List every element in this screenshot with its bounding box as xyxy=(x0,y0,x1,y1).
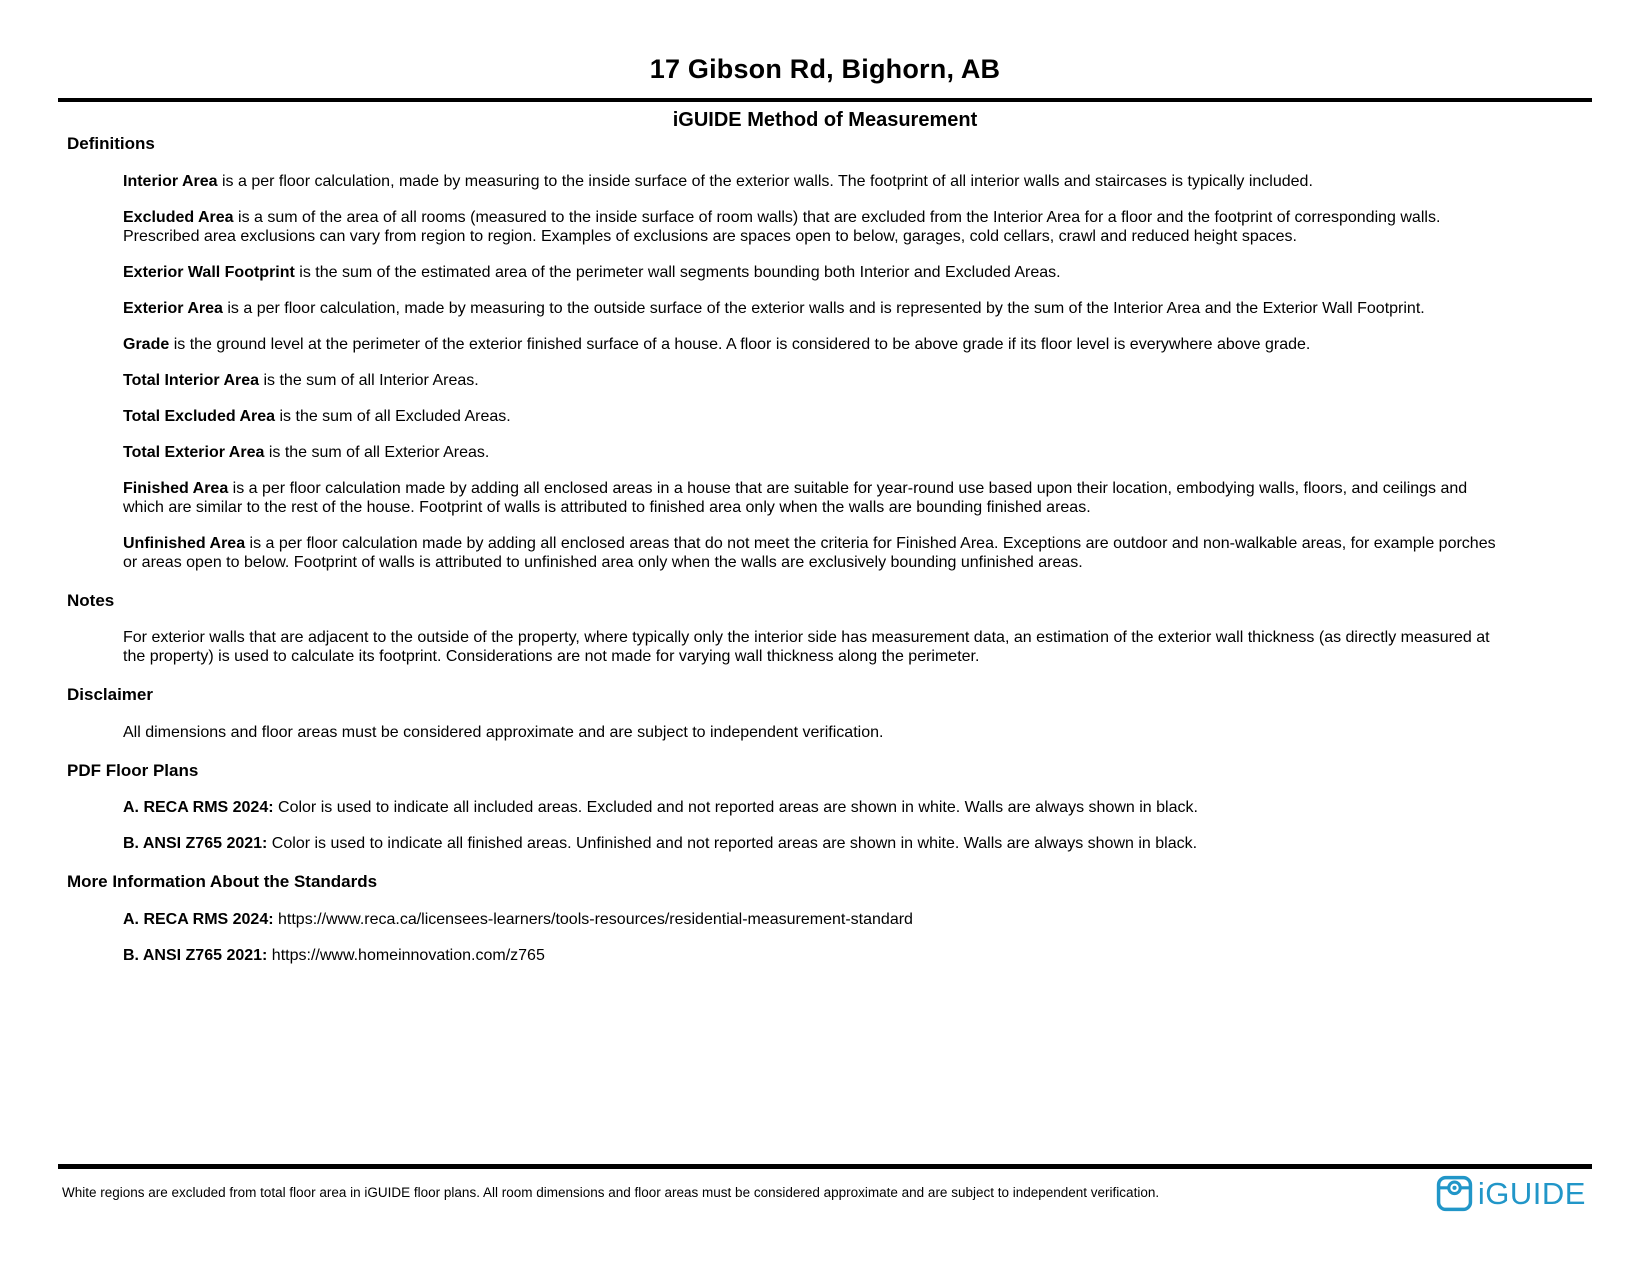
definition-exterior-wall-footprint xyxy=(123,263,1508,282)
pdf-item-text: Color is used to indicate all finished areas. Unfinished and not reported areas are shown in white. Walls are always shown in black. xyxy=(267,835,1198,853)
definition-total-interior-area xyxy=(123,371,1508,390)
definition-unfinished-area xyxy=(123,534,1508,572)
definition-text: is the ground level at the perimeter of the exterior finished surface of a house. A floor is considered to be above grade if its floor level is everywhere above grade. xyxy=(169,335,1311,353)
definition-excluded-area xyxy=(123,208,1508,246)
pdf-item-text: Color is used to indicate all included areas. Excluded and not reported areas are shown in white. Walls are always shown in black. xyxy=(273,799,1198,817)
disclaimer-text: All dimensions and floor areas must be considered approximate and are subject to independent verification. xyxy=(123,723,884,741)
page-title: 17 Gibson Rd, Bighorn, AB xyxy=(649,54,1001,84)
iguide-camera-icon xyxy=(1436,1175,1473,1212)
definition-term: Total Exterior Area xyxy=(123,443,265,461)
definition-term: Finished Area xyxy=(123,479,229,497)
definition-text: is the sum of the estimated area of the perimeter wall segments bounding both Interior and Excluded Areas. xyxy=(294,263,1061,281)
pdf-item-reca-rms-2024 xyxy=(123,798,1508,817)
definition-term: Exterior Area xyxy=(123,299,223,317)
standard-link-reca xyxy=(123,910,1508,929)
definition-term: Total Excluded Area xyxy=(123,407,276,425)
standard-label: B. ANSI Z765 2021: xyxy=(123,946,268,964)
section-notes xyxy=(67,591,1592,667)
definition-term: Grade xyxy=(123,335,170,353)
definition-finished-area xyxy=(123,479,1508,517)
ansi-url-link[interactable]: https://www.homeinnovation.com/z765 xyxy=(267,946,545,964)
definition-exterior-area xyxy=(123,299,1508,318)
definition-text: is the sum of all Interior Areas. xyxy=(259,371,479,389)
definition-term: Unfinished Area xyxy=(123,534,246,552)
reca-url-link[interactable]: https://www.reca.ca/licensees-learners/tools-resources/residential-measurement-standard xyxy=(273,910,913,928)
heading-more-information: More Information About the Standards xyxy=(67,872,378,892)
definition-text: is the sum of all Excluded Areas. xyxy=(275,407,511,425)
notes-text: For exterior walls that are adjacent to the outside of the property, where typically only the interior side has measurement data, an estimation of the exterior wall thickness (as directly measured at the property) is used to calculate its footprint. Considerations are not made for varying wall thickness along the perimeter. xyxy=(123,629,1490,666)
footer-note: White regions are excluded from total floor area in iGUIDE floor plans. All room dimensions and floor areas must be considered approximate and are subject to independent verification. xyxy=(62,1185,1160,1201)
definition-text: is a per floor calculation made by adding all enclosed areas that do not meet the criteria for Finished Area. Exceptions are outdoor and non-walkable areas, for example porches or areas open to below. Footprint of walls is attributed to unfinished area only when the walls are exclusively bounding unfinished areas. xyxy=(123,534,1496,571)
section-more-information xyxy=(67,872,1592,965)
definition-term: Excluded Area xyxy=(123,208,234,226)
section-disclaimer xyxy=(67,685,1592,742)
definition-interior-area xyxy=(123,172,1508,191)
standard-label: A. RECA RMS 2024: xyxy=(123,910,274,928)
definition-term: Total Interior Area xyxy=(123,371,260,389)
heading-notes: Notes xyxy=(67,590,115,610)
definition-grade xyxy=(123,335,1508,354)
section-definitions xyxy=(67,134,1592,572)
heading-disclaimer: Disclaimer xyxy=(67,685,153,705)
definition-text: is the sum of all Exterior Areas. xyxy=(264,443,490,461)
iguide-logo-text: iGUIDE xyxy=(1477,1176,1586,1211)
header-divider xyxy=(58,98,1592,102)
pdf-item-label: B. ANSI Z765 2021: xyxy=(123,835,268,853)
definition-text: is a per floor calculation, made by measuring to the outside surface of the exterior walls and is represented by the sum of the Interior Area and the Exterior Wall Footprint. xyxy=(222,299,1425,317)
definition-text: is a sum of the area of all rooms (measured to the inside surface of room walls) that are excluded from the Interior Area for a floor and the footprint of corresponding walls. Prescribed area exclusions can vary from region to region. Examples of exclusions are spaces open to below, garages, cold cellars, crawl and reduced height spaces. xyxy=(123,208,1441,245)
heading-definitions: Definitions xyxy=(67,134,155,154)
definition-term: Exterior Wall Footprint xyxy=(123,263,295,281)
heading-pdf-floor-plans: PDF Floor Plans xyxy=(67,760,199,780)
definition-text: is a per floor calculation made by adding all enclosed areas in a house that are suitable for year-round use based upon their location, embodying walls, floors, and ceilings and which are similar to the rest of the house. Footprint of walls is attributed to finished area only when the walls are bounding finished areas. xyxy=(123,479,1468,516)
pdf-item-label: A. RECA RMS 2024: xyxy=(123,799,274,817)
disclaimer-paragraph xyxy=(123,723,1508,742)
notes-paragraph xyxy=(123,628,1508,666)
page-subtitle: iGUIDE Method of Measurement xyxy=(672,109,978,132)
section-pdf-floor-plans xyxy=(67,761,1592,854)
standard-link-ansi xyxy=(123,946,1508,965)
footer-row xyxy=(0,1169,1650,1212)
pdf-item-ansi-z765-2021 xyxy=(123,834,1508,853)
document-body xyxy=(67,134,1592,965)
definition-text: is a per floor calculation, made by measuring to the inside surface of the exterior walls. The footprint of all interior walls and staircases is typically included. xyxy=(217,172,1313,190)
iguide-logo xyxy=(1436,1175,1586,1212)
definition-total-excluded-area xyxy=(123,407,1508,426)
document-header xyxy=(0,0,1650,132)
document-footer xyxy=(0,1164,1650,1212)
definition-total-exterior-area xyxy=(123,443,1508,462)
definition-term: Interior Area xyxy=(123,172,218,190)
